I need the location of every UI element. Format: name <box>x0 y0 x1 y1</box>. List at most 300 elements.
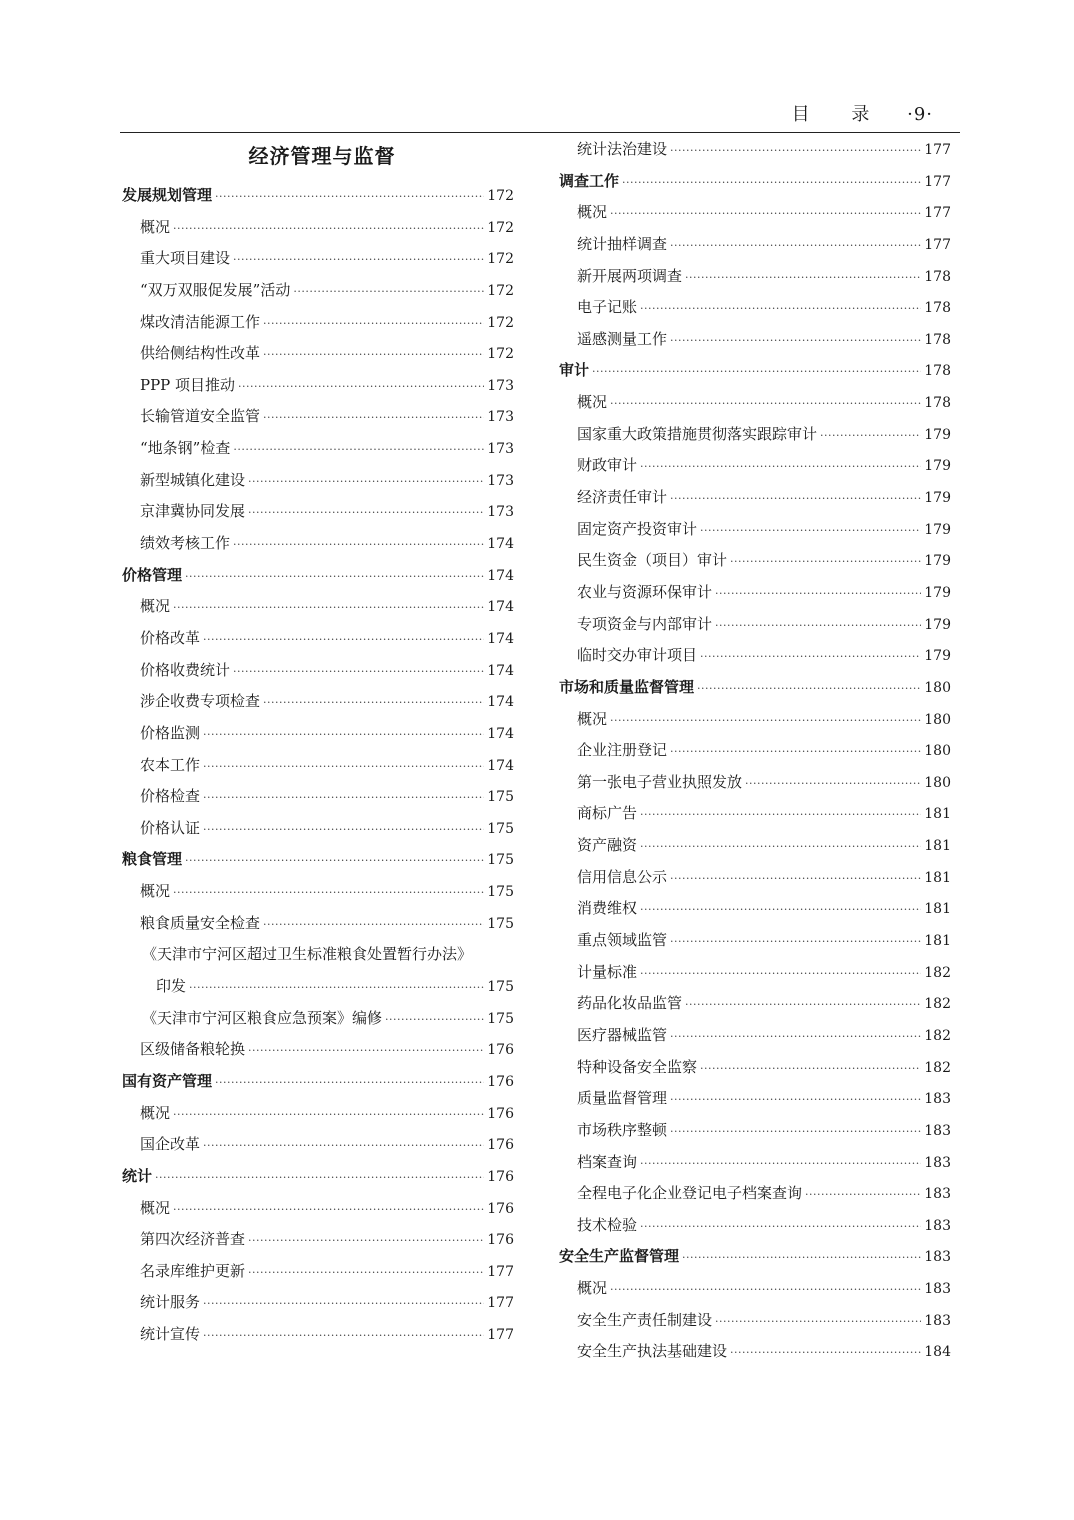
toc-entry-title: 印发 <box>156 977 187 996</box>
dot-leader <box>670 926 921 958</box>
toc-entry-title: 药品化妆品监管 <box>577 994 683 1013</box>
toc-entry[interactable] <box>122 370 514 402</box>
dot-leader <box>203 1320 484 1352</box>
dot-leader <box>730 546 921 578</box>
toc-entry-title: 概况 <box>140 882 171 901</box>
toc-page-number: 184 <box>924 1344 951 1361</box>
toc-category-entry[interactable] <box>122 1066 514 1098</box>
toc-entry-title: 特种设备安全监察 <box>577 1057 698 1076</box>
toc-page-number: 180 <box>924 774 951 791</box>
toc-entry[interactable] <box>122 338 514 370</box>
toc-entry[interactable] <box>122 433 514 465</box>
toc-page-number: 174 <box>487 662 514 679</box>
toc-entry[interactable] <box>122 1129 514 1161</box>
toc-entry[interactable] <box>122 1287 514 1319</box>
dot-leader <box>685 989 921 1021</box>
dot-leader <box>640 293 921 325</box>
toc-entry[interactable] <box>122 1098 514 1130</box>
toc-page-number: 176 <box>487 1200 514 1217</box>
dot-leader <box>263 909 484 941</box>
toc-entry[interactable] <box>559 1020 951 1052</box>
toc-entry[interactable] <box>122 623 514 655</box>
dot-leader <box>700 641 921 673</box>
dot-leader <box>248 1035 484 1067</box>
toc-page-number: 179 <box>924 490 951 507</box>
toc-page-number: 182 <box>924 1059 951 1076</box>
toc-entry-title: 价格改革 <box>140 628 201 647</box>
toc-entry[interactable] <box>559 261 951 293</box>
toc-entry-title: 技术检验 <box>577 1215 638 1234</box>
toc-page-number: 172 <box>487 282 514 299</box>
dot-leader <box>640 831 921 863</box>
toc-entry[interactable] <box>559 1336 951 1368</box>
toc-entry-title: 消费维权 <box>577 899 638 918</box>
toc-page-number: 172 <box>487 188 514 204</box>
toc-entry[interactable] <box>559 1147 951 1179</box>
toc-entry[interactable] <box>559 229 951 261</box>
toc-entry-title: 概况 <box>140 217 171 236</box>
toc-page-number: 183 <box>924 1091 951 1108</box>
toc-entry[interactable] <box>559 1305 951 1337</box>
toc-entry-title: 安全生产执法基础建设 <box>577 1342 728 1361</box>
dot-leader <box>670 483 921 515</box>
toc-category-entry[interactable] <box>122 844 514 876</box>
toc-entry[interactable] <box>559 704 951 736</box>
dot-leader <box>155 1162 484 1194</box>
toc-page-number: 175 <box>487 789 514 806</box>
toc-page-number: 179 <box>924 458 951 475</box>
dot-leader <box>670 135 921 167</box>
dot-leader <box>640 1211 921 1243</box>
toc-category-entry[interactable] <box>122 1161 514 1193</box>
toc-page-number: 180 <box>924 679 951 696</box>
toc-entry-title: 固定资产投资审计 <box>577 519 698 538</box>
dot-leader <box>640 958 921 990</box>
toc-entry-title: 概况 <box>577 393 608 412</box>
toc-entry-title: 煤改清洁能源工作 <box>140 312 261 331</box>
toc-page-number: 175 <box>487 884 514 901</box>
toc-entry-title: 粮食质量安全检查 <box>140 913 261 932</box>
toc-entry[interactable] <box>122 401 514 433</box>
toc-entry-title: 经济责任审计 <box>577 488 668 507</box>
toc-page-number: 173 <box>487 377 514 394</box>
toc-entry[interactable] <box>559 482 951 514</box>
toc-entry-title: 安全生产责任制建设 <box>577 1310 713 1329</box>
toc-page-number: 176 <box>487 1042 514 1059</box>
toc-entry-title: 新开展两项调查 <box>577 266 683 285</box>
toc-entry[interactable] <box>122 1003 514 1035</box>
toc-entry-title: 名录库维护更新 <box>140 1261 246 1280</box>
dot-leader <box>233 434 484 466</box>
toc-entry-title: 民生资金（项目）审计 <box>577 551 728 570</box>
toc-page-number: 177 <box>924 205 951 222</box>
toc-entry-title: 市场和质量监督管理 <box>559 677 695 696</box>
toc-page-number: 174 <box>487 757 514 774</box>
toc-entry[interactable] <box>559 1210 951 1242</box>
header-page-number: ·9· <box>907 104 933 125</box>
toc-page-number: 175 <box>487 852 514 869</box>
toc-entry[interactable] <box>559 197 951 229</box>
dot-leader <box>730 1337 921 1369</box>
toc-entry[interactable] <box>122 718 514 750</box>
toc-page-number: 177 <box>924 173 951 190</box>
section-title: 经济管理与监督 <box>248 144 396 168</box>
toc-category-entry[interactable] <box>559 166 951 198</box>
toc-entry[interactable] <box>122 496 514 528</box>
toc-category-entry[interactable] <box>122 560 514 592</box>
toc-entry[interactable] <box>559 925 951 957</box>
toc-page-number: 172 <box>487 314 514 331</box>
dot-leader <box>805 1179 921 1211</box>
dot-leader <box>670 230 921 262</box>
toc-page-number: 173 <box>487 441 514 458</box>
dot-leader <box>189 972 484 1004</box>
dot-leader <box>745 768 921 800</box>
toc-entry[interactable] <box>559 292 951 324</box>
toc-entry[interactable] <box>122 939 514 971</box>
toc-page-number: 179 <box>924 648 951 665</box>
dot-leader <box>203 1130 484 1162</box>
toc-page-number: 175 <box>487 915 514 932</box>
toc-page-number: 177 <box>924 236 951 253</box>
toc-entry-title: 概况 <box>140 1198 171 1217</box>
toc-page-number: 178 <box>924 331 951 348</box>
dot-leader <box>670 325 921 357</box>
dot-leader <box>640 1148 921 1180</box>
toc-page-number: 174 <box>487 630 514 647</box>
toc-page-number: 175 <box>487 979 514 996</box>
toc-entry[interactable] <box>122 528 514 560</box>
toc-page-number: 176 <box>487 1137 514 1154</box>
toc-entry-title: 第一张电子营业执照发放 <box>577 772 743 791</box>
toc-page-number: 172 <box>487 219 514 236</box>
toc-entry-title: 京津冀协同发展 <box>140 502 246 521</box>
dot-leader <box>610 1274 921 1306</box>
toc-entry-title: 粮食管理 <box>122 850 183 869</box>
toc-page-number: 174 <box>487 694 514 711</box>
toc-page-number: 177 <box>924 142 951 158</box>
toc-entry[interactable] <box>122 275 514 307</box>
toc-page-number: 181 <box>924 806 951 823</box>
header-title: 目 录 <box>791 104 888 125</box>
dot-leader <box>203 814 484 846</box>
toc-entry[interactable] <box>559 1083 951 1115</box>
toc-entry[interactable] <box>122 591 514 623</box>
dot-leader <box>610 388 921 420</box>
toc-category-entry[interactable] <box>122 180 514 212</box>
toc-page-number: 181 <box>924 869 951 886</box>
toc-entry[interactable] <box>122 971 514 1003</box>
dot-leader <box>610 705 921 737</box>
toc-entry-title: 农本工作 <box>140 755 201 774</box>
toc-entry[interactable] <box>559 957 951 989</box>
dot-leader <box>820 420 921 452</box>
toc-page-number: 177 <box>487 1263 514 1280</box>
toc-page-number: 181 <box>924 838 951 855</box>
toc-entry-title: 企业注册登记 <box>577 741 668 760</box>
toc-entry[interactable] <box>122 876 514 908</box>
toc-entry[interactable] <box>122 655 514 687</box>
toc-entry-title: 价格检查 <box>140 787 201 806</box>
toc-page-number: 177 <box>487 1327 514 1344</box>
toc-category-entry[interactable] <box>559 1241 951 1273</box>
dot-leader <box>670 863 921 895</box>
dot-leader <box>233 656 484 688</box>
toc-page-number: 172 <box>487 251 514 268</box>
toc-entry[interactable] <box>559 387 951 419</box>
toc-entry[interactable] <box>122 1193 514 1225</box>
dot-leader <box>293 276 484 308</box>
toc-page-number: 173 <box>487 504 514 521</box>
dot-leader <box>173 213 484 245</box>
toc-entry-title: 统计 <box>122 1166 153 1185</box>
dot-leader <box>233 244 484 276</box>
toc-entry-title: 概况 <box>577 1279 608 1298</box>
toc-entry[interactable] <box>559 577 951 609</box>
dot-leader <box>670 736 921 768</box>
dot-leader <box>173 1194 484 1226</box>
toc-page-number: 182 <box>924 996 951 1013</box>
toc-entry-title: “地条钢”检查 <box>140 439 231 458</box>
toc-entry[interactable] <box>122 750 514 782</box>
dot-leader <box>238 371 484 403</box>
toc-entry[interactable] <box>559 324 951 356</box>
toc-category-entry[interactable] <box>559 355 951 387</box>
dot-leader <box>263 687 484 719</box>
dot-leader <box>248 497 484 529</box>
toc-page-number: 183 <box>924 1249 951 1266</box>
toc-entry-title: 市场秩序整顿 <box>577 1120 668 1139</box>
toc-page-number: 179 <box>924 426 951 443</box>
toc-page-number: 178 <box>924 268 951 285</box>
toc-entry[interactable] <box>559 134 951 166</box>
dot-leader <box>640 799 921 831</box>
dot-leader <box>697 673 921 705</box>
toc-entry[interactable] <box>559 830 951 862</box>
toc-entry-title: 统计宣传 <box>140 1325 201 1344</box>
dot-leader <box>248 1257 484 1289</box>
toc-entry-title: 供给侧结构性改革 <box>140 344 261 363</box>
toc-entry-title: 第四次经济普查 <box>140 1230 246 1249</box>
dot-leader <box>670 1084 921 1116</box>
toc-entry[interactable] <box>559 1052 951 1084</box>
header-rule <box>120 132 960 133</box>
toc-page-number: 183 <box>924 1154 951 1171</box>
toc-entry[interactable] <box>559 1178 951 1210</box>
toc-entry-title: 统计法治建设 <box>577 140 668 158</box>
toc-entry[interactable] <box>559 1273 951 1305</box>
toc-entry[interactable] <box>559 798 951 830</box>
dot-leader <box>610 198 921 230</box>
toc-page-number: 174 <box>487 567 514 584</box>
toc-entry-title: 统计抽样调查 <box>577 234 668 253</box>
dot-leader <box>248 1225 484 1257</box>
toc-page-number: 183 <box>924 1122 951 1139</box>
toc-page-number: 182 <box>924 1027 951 1044</box>
dot-leader <box>173 1099 484 1131</box>
toc-page-number: 180 <box>924 743 951 760</box>
toc-entry[interactable] <box>559 514 951 546</box>
toc-page-number: 175 <box>487 1010 514 1027</box>
dot-leader <box>640 451 921 483</box>
toc-page-number: 178 <box>924 300 951 317</box>
toc-page-number: 183 <box>924 1186 951 1203</box>
toc-entry[interactable] <box>122 1256 514 1288</box>
toc-page-number: 177 <box>487 1295 514 1312</box>
toc-entry-title: 重点领域监管 <box>577 931 668 950</box>
toc-page-number: 173 <box>487 409 514 426</box>
dot-leader <box>682 1242 921 1274</box>
toc-page-number: 174 <box>487 599 514 616</box>
toc-entry-title: PPP 项目推动 <box>140 375 236 394</box>
dot-leader <box>233 529 484 561</box>
dot-leader <box>203 782 484 814</box>
toc-page-number: 181 <box>924 901 951 918</box>
toc-page-number: 176 <box>487 1105 514 1122</box>
toc-entry-title: 国企改革 <box>140 1135 201 1154</box>
toc-entry-title: 临时交办审计项目 <box>577 646 698 665</box>
toc-page-number: 179 <box>924 584 951 601</box>
toc-page-number: 183 <box>924 1217 951 1234</box>
toc-entry-title: 国有资产管理 <box>122 1071 213 1090</box>
toc-entry-title: 涉企收费专项检查 <box>140 692 261 711</box>
toc-entry[interactable] <box>122 781 514 813</box>
toc-entry-title: 商标广告 <box>577 804 638 823</box>
dot-leader <box>263 308 484 340</box>
toc-entry[interactable] <box>559 893 951 925</box>
toc-entry-title: 重大项目建设 <box>140 249 231 268</box>
toc-page-number: 174 <box>487 725 514 742</box>
dot-leader <box>203 751 484 783</box>
toc-page-number: 172 <box>487 346 514 363</box>
toc-page-number: 180 <box>924 711 951 728</box>
toc-entry[interactable] <box>122 1224 514 1256</box>
toc-entry[interactable] <box>559 609 951 641</box>
toc-page-number: 176 <box>487 1168 514 1185</box>
toc-entry-title: 计量标准 <box>577 962 638 981</box>
dot-leader <box>203 1288 484 1320</box>
toc-entry[interactable] <box>122 813 514 845</box>
toc-page-number: 183 <box>924 1312 951 1329</box>
toc-entry[interactable] <box>559 1115 951 1147</box>
toc-entry-title: 国家重大政策措施贯彻落实跟踪审计 <box>577 424 818 443</box>
toc-entry-title: 全程电子化企业登记电子档案查询 <box>577 1184 803 1203</box>
dot-leader <box>263 402 484 434</box>
dot-leader <box>715 1306 921 1338</box>
toc-entry-title: 概况 <box>140 597 171 616</box>
dot-leader <box>592 356 921 388</box>
toc-entry-title: “双万双服促发展”活动 <box>140 280 291 299</box>
toc-left-list <box>122 180 514 1351</box>
dot-leader <box>203 624 484 656</box>
dot-leader <box>715 610 921 642</box>
dot-leader <box>685 262 921 294</box>
toc-entry[interactable] <box>559 862 951 894</box>
toc-entry-title: 医疗器械监管 <box>577 1025 668 1044</box>
toc-entry-title: 档案查询 <box>577 1152 638 1171</box>
toc-entry-title: 信用信息公示 <box>577 867 668 886</box>
toc-entry[interactable] <box>559 767 951 799</box>
toc-entry[interactable] <box>559 640 951 672</box>
toc-entry[interactable] <box>559 545 951 577</box>
toc-entry[interactable] <box>122 1319 514 1351</box>
dot-leader <box>700 515 921 547</box>
toc-entry-title: 新型城镇化建设 <box>140 470 246 489</box>
toc-page-number: 176 <box>487 1232 514 1249</box>
toc-entry-title: 安全生产监督管理 <box>559 1247 680 1266</box>
dot-leader <box>173 877 484 909</box>
toc-entry[interactable] <box>559 988 951 1020</box>
toc-entry-title: 农业与资源环保审计 <box>577 582 713 601</box>
toc-entry[interactable] <box>122 212 514 244</box>
toc-entry[interactable] <box>122 465 514 497</box>
dot-leader <box>640 894 921 926</box>
toc-entry[interactable] <box>122 686 514 718</box>
dot-leader <box>248 466 484 498</box>
toc-page-number: 179 <box>924 553 951 570</box>
toc-entry-title: 统计服务 <box>140 1293 201 1312</box>
toc-entry-title: 价格收费统计 <box>140 660 231 679</box>
toc-page-number: 183 <box>924 1281 951 1298</box>
toc-page-number: 178 <box>924 363 951 380</box>
dot-leader <box>670 1021 921 1053</box>
toc-page-number: 178 <box>924 395 951 412</box>
dot-leader <box>622 167 921 199</box>
toc-category-entry[interactable] <box>559 672 951 704</box>
toc-entry-title: 审计 <box>559 361 590 380</box>
toc-page-number: 179 <box>924 521 951 538</box>
toc-entry-title: 概况 <box>140 1103 171 1122</box>
toc-page-number: 173 <box>487 472 514 489</box>
toc-page-number: 182 <box>924 964 951 981</box>
dot-leader <box>715 578 921 610</box>
toc-page-number: 174 <box>487 536 514 553</box>
toc-entry-title: 资产融资 <box>577 836 638 855</box>
toc-entry-title: 概况 <box>577 709 608 728</box>
toc-entry[interactable] <box>122 908 514 940</box>
toc-entry[interactable] <box>559 419 951 451</box>
toc-page-number: 176 <box>487 1073 514 1090</box>
toc-entry[interactable] <box>122 243 514 275</box>
dot-leader <box>670 1116 921 1148</box>
toc-entry-title: 长输管道安全监管 <box>140 407 261 426</box>
toc-entry-title: 质量监督管理 <box>577 1089 668 1108</box>
toc-page-number: 181 <box>924 933 951 950</box>
toc-entry[interactable] <box>559 735 951 767</box>
dot-leader <box>385 1004 484 1036</box>
toc-entry[interactable] <box>122 1034 514 1066</box>
page-header <box>0 100 933 126</box>
dot-leader <box>700 1053 921 1085</box>
toc-entry-title: 财政审计 <box>577 456 638 475</box>
toc-entry-title: 电子记账 <box>577 298 638 317</box>
toc-entry-title: 价格认证 <box>140 818 201 837</box>
dot-leader <box>215 1067 484 1099</box>
toc-entry-title: 概况 <box>577 203 608 222</box>
toc-right-list <box>559 134 951 1368</box>
toc-entry[interactable] <box>559 450 951 482</box>
toc-page-number: 179 <box>924 616 951 633</box>
dot-leader <box>203 719 484 751</box>
toc-entry[interactable] <box>122 307 514 339</box>
toc-entry-title: 调查工作 <box>559 171 620 190</box>
toc-entry-title: 专项资金与内部审计 <box>577 614 713 633</box>
toc-entry-title: 遥感测量工作 <box>577 329 668 348</box>
toc-entry-title: 《天津市宁河区超过卫生标准粮食处置暂行办法》 <box>142 945 473 964</box>
toc-entry-title: 发展规划管理 <box>122 186 213 204</box>
toc-entry-title: 区级储备粮轮换 <box>140 1040 246 1059</box>
toc-entry-title: 价格管理 <box>122 565 183 584</box>
